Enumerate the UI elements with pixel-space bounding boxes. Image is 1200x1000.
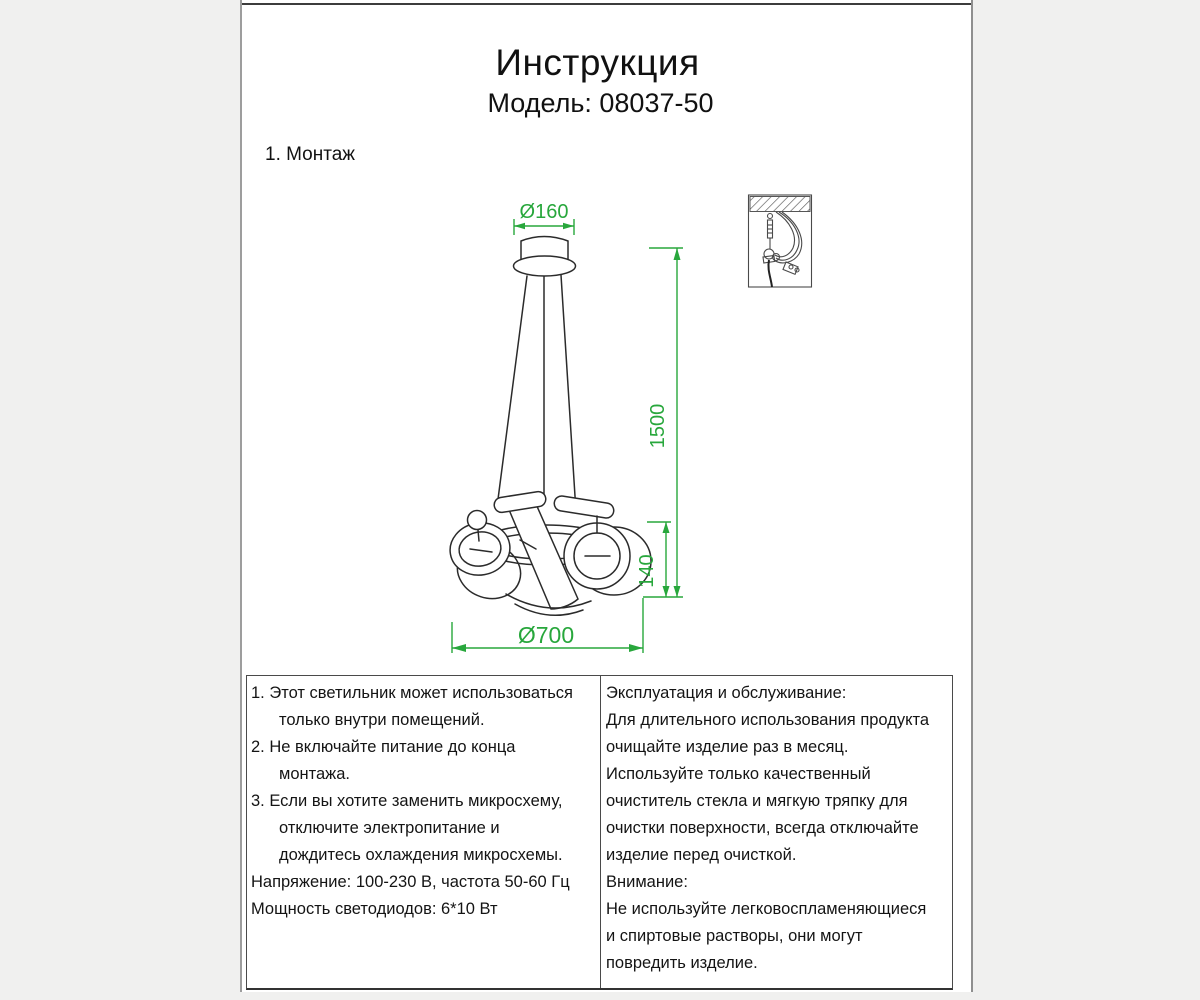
note-line: Эксплуатация и обслуживание: (606, 684, 847, 702)
dimension-label-body-diameter: Ø700 (517, 622, 575, 648)
note-line: 3. Если вы хотите заменить микросхему, (251, 792, 563, 810)
note-line: отключите электропитание и (279, 819, 500, 837)
dimension-label-canopy-diameter: Ø160 (519, 201, 569, 223)
note-line: изделие перед очисткой. (606, 846, 797, 864)
model-number: Модель: 08037-50 (487, 88, 714, 118)
page-title: Инструкция (495, 42, 700, 83)
note-line: Используйте только качественный (606, 765, 871, 783)
notes-table (246, 675, 953, 990)
note-line: Для длительного использования продукта (606, 711, 930, 729)
note-line: дождитесь охлаждения микросхемы. (279, 846, 563, 864)
note-line: Не используйте легковоспламеняющиеся (606, 900, 927, 918)
note-line: Мощность светодиодов: 6*10 Вт (251, 900, 498, 918)
instruction-page (240, 0, 973, 992)
note-line: Внимание: (606, 873, 688, 891)
note-line: очиститель стекла и мягкую тряпку для (606, 792, 908, 810)
note-line: и спиртовые растворы, они могут (606, 927, 863, 945)
dimension-label-body-height: 140 (636, 554, 658, 588)
note-line: Напряжение: 100-230 В, частота 50-60 Гц (251, 873, 570, 891)
safety-notes-column (247, 676, 601, 988)
page-top-rule (242, 3, 971, 5)
note-line: монтажа. (279, 765, 350, 783)
dimension-label-suspension-height: 1500 (647, 403, 669, 449)
maintenance-notes-column (601, 676, 952, 988)
note-line: очищайте изделие раз в месяц. (606, 738, 849, 756)
note-line: только внутри помещений. (279, 711, 485, 729)
note-line: повредить изделие. (606, 954, 758, 972)
section-heading-montage: 1. Монтаж (265, 144, 355, 165)
note-line: 2. Не включайте питание до конца (251, 738, 516, 756)
note-line: 1. Этот светильник может использоваться (251, 684, 573, 702)
note-line: очистки поверхности, всегда отключайте (606, 819, 919, 837)
